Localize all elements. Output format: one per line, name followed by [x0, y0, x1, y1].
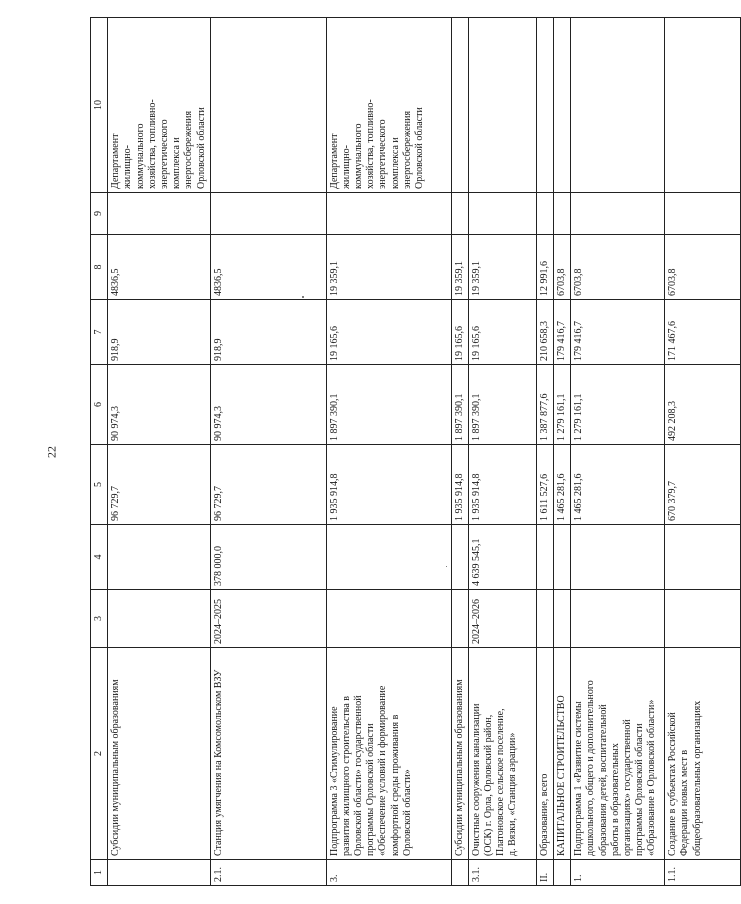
- row-local-cell: 4836,5: [210, 235, 326, 300]
- row-total-cost-cell: [451, 525, 468, 590]
- header-cell: 7: [91, 300, 108, 365]
- row-name-cell: Станция умягчения на Комсомольском ВЗУ: [210, 648, 326, 860]
- row-period-cell: [536, 590, 553, 648]
- row-total-amount-cell: 1 611 527,6: [536, 445, 553, 525]
- header-cell: 8: [91, 235, 108, 300]
- row-name-cell: Субсидии муниципальным образованиям: [451, 648, 468, 860]
- row-responsible-cell: [468, 18, 536, 193]
- row-period-cell: [451, 590, 468, 648]
- row-responsible-cell: [451, 18, 468, 193]
- row-total-cost-cell: [326, 525, 451, 590]
- row-name-cell: Подпрограмма 1 «Развитие системы дошкольного, общего и дополнительного образования детей, воспитательной работы в образовательных организациях» государственной программы Орловской области «Образование в Орловской области»: [571, 648, 665, 860]
- row-other-cell: [468, 193, 536, 235]
- row-total-amount-cell: 1 465 281,6: [554, 445, 571, 525]
- row-name-cell: Образование, всего: [536, 648, 553, 860]
- row-name-cell: Подпрограмма 3 «Стимулирование развития жилищного строительства в Орловской области» государственной программы Орловской области «Обеспечение условий и формирование комфортной среды проживания в Орловской области»: [326, 648, 451, 860]
- row-regional-cell: 19 165,6: [451, 300, 468, 365]
- row-responsible-cell: [554, 18, 571, 193]
- rotated-table-wrapper: [90, 18, 703, 886]
- row-regional-cell: 19 165,6: [468, 300, 536, 365]
- row-federal-cell: 90 974,3: [108, 365, 211, 445]
- row-responsible-cell: Департамент жилищно- коммунального хозяйства, топливно- энергетического комплекса и энергосбережения Орловской области: [326, 18, 451, 193]
- row-regional-cell: 918,9: [108, 300, 211, 365]
- row-other-cell: [536, 193, 553, 235]
- row-regional-cell: 171 467,6: [665, 300, 741, 365]
- row-total-cost-cell: [665, 525, 741, 590]
- row-responsible-cell: Департамент жилищно- коммунального хозяйства, топливно- энергетического комплекса и энергосбережения Орловской области: [108, 18, 211, 193]
- row-regional-cell: 210 658,3: [536, 300, 553, 365]
- row-number-cell: 3.1.: [468, 860, 536, 886]
- row-other-cell: [554, 193, 571, 235]
- header-cell: 9: [91, 193, 108, 235]
- table-row: [108, 18, 211, 886]
- row-local-cell: 6703,8: [554, 235, 571, 300]
- row-local-cell: 19 359,1: [326, 235, 451, 300]
- row-total-amount-cell: 96 729,7: [210, 445, 326, 525]
- row-total-cost-cell: 378 000,0: [210, 525, 326, 590]
- row-total-cost-cell: [536, 525, 553, 590]
- row-other-cell: [326, 193, 451, 235]
- row-total-cost-cell: [554, 525, 571, 590]
- row-local-cell: 19 359,1: [468, 235, 536, 300]
- row-federal-cell: 492 208,3: [665, 365, 741, 445]
- row-federal-cell: 1 279 161,1: [554, 365, 571, 445]
- header-cell: 10: [91, 18, 108, 193]
- table-row: [554, 18, 571, 886]
- row-name-cell: Субсидии муниципальным образованиям: [108, 648, 211, 860]
- row-responsible-cell: [210, 18, 326, 193]
- header-row: [91, 18, 108, 886]
- row-total-amount-cell: 670 379,7: [665, 445, 741, 525]
- row-name-cell: КАПИТАЛЬНОЕ СТРОИТЕЛЬСТВО: [554, 648, 571, 860]
- row-responsible-cell: [571, 18, 665, 193]
- row-number-cell: 1.1.: [665, 860, 741, 886]
- row-number-cell: 2.1.: [210, 860, 326, 886]
- budget-table: [90, 17, 741, 886]
- row-local-cell: 6703,8: [665, 235, 741, 300]
- row-period-cell: 2024–2026: [468, 590, 536, 648]
- row-regional-cell: 179 416,7: [554, 300, 571, 365]
- row-other-cell: [571, 193, 665, 235]
- row-total-cost-cell: 4 639 545,1: [468, 525, 536, 590]
- row-other-cell: [451, 193, 468, 235]
- header-cell: 4: [91, 525, 108, 590]
- header-cell: 1: [91, 860, 108, 886]
- page-number: 22: [44, 446, 59, 458]
- table-row: [665, 18, 741, 886]
- row-number-cell: [108, 860, 211, 886]
- row-name-cell: Создание в субъектах Российской Федерации новых мест в общеобразовательных организациях: [665, 648, 741, 860]
- row-responsible-cell: [665, 18, 741, 193]
- row-other-cell: [108, 193, 211, 235]
- header-cell: 6: [91, 365, 108, 445]
- row-federal-cell: 1 279 161,1: [571, 365, 665, 445]
- row-local-cell: 19 359,1: [451, 235, 468, 300]
- table-row: [468, 18, 536, 886]
- row-local-cell: 12 991,6: [536, 235, 553, 300]
- row-local-cell: 6703,8: [571, 235, 665, 300]
- table-row: [326, 18, 451, 886]
- row-number-cell: [451, 860, 468, 886]
- row-period-cell: [571, 590, 665, 648]
- row-period-cell: [326, 590, 451, 648]
- row-name-cell: Очистные сооружения канализации (ОСК) г. Орла, Орловский район, Платоновское сельское поселение, д. Вязки, «Станция аэрации»: [468, 648, 536, 860]
- row-total-amount-cell: 1 935 914,8: [326, 445, 451, 525]
- row-federal-cell: 1 897 390,1: [468, 365, 536, 445]
- row-number-cell: II.: [536, 860, 553, 886]
- header-cell: 3: [91, 590, 108, 648]
- row-regional-cell: 19 165,6: [326, 300, 451, 365]
- row-federal-cell: 90 974,3: [210, 365, 326, 445]
- header-cell: 2: [91, 648, 108, 860]
- row-responsible-cell: [536, 18, 553, 193]
- row-total-amount-cell: 1 935 914,8: [468, 445, 536, 525]
- row-federal-cell: 1 897 390,1: [326, 365, 451, 445]
- row-federal-cell: 1 897 390,1: [451, 365, 468, 445]
- row-total-cost-cell: [108, 525, 211, 590]
- row-number-cell: [554, 860, 571, 886]
- row-local-cell: 4836,5: [108, 235, 211, 300]
- table-row: [571, 18, 665, 886]
- row-total-amount-cell: 1 935 914,8: [451, 445, 468, 525]
- table-row: [451, 18, 468, 886]
- row-period-cell: [665, 590, 741, 648]
- row-total-cost-cell: [571, 525, 665, 590]
- row-period-cell: [108, 590, 211, 648]
- row-period-cell: 2024–2025: [210, 590, 326, 648]
- row-period-cell: [554, 590, 571, 648]
- row-regional-cell: 179 416,7: [571, 300, 665, 365]
- row-other-cell: [665, 193, 741, 235]
- row-number-cell: 3.: [326, 860, 451, 886]
- row-other-cell: [210, 193, 326, 235]
- row-total-amount-cell: 96 729,7: [108, 445, 211, 525]
- row-total-amount-cell: 1 465 281,6: [571, 445, 665, 525]
- table-row: [210, 18, 326, 886]
- row-number-cell: 1.: [571, 860, 665, 886]
- row-regional-cell: 918,9: [210, 300, 326, 365]
- table-row: [536, 18, 553, 886]
- header-cell: 5: [91, 445, 108, 525]
- row-federal-cell: 1 387 877,6: [536, 365, 553, 445]
